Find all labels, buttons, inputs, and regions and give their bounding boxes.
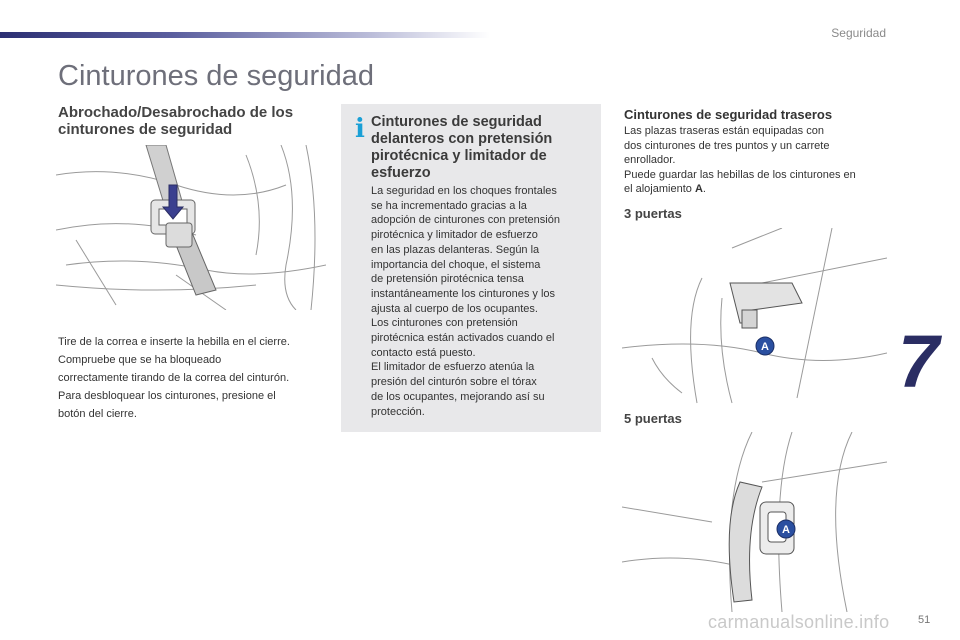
chapter-number: 7: [898, 320, 940, 403]
seatbelt-buckle-illustration: [56, 145, 326, 310]
five-door-heading: 5 puertas: [624, 411, 682, 426]
page-number: 51: [918, 614, 931, 626]
page-title: Cinturones de seguridad: [58, 60, 374, 92]
section-label: Seguridad: [831, 26, 886, 40]
pretensioner-text: La seguridad en los choques frontales se ha incrementado gracias a la adopción de cinturones con pretensión pirotécnica y limitador de esfuerzo en las plazas delanteras. Según la importancia del choque, el sistema de pretensión pirotécnica tensa instantáneamente los cinturones y los ajusta al cuerpo de los ocupantes. Los cinturones con pretensión pirotécnica están activados cuando el contacto está puesto. El limitador de esfuerzo atenúa la presión del cinturón sobre el tórax de los ocupantes, mejorando así su protección.: [371, 185, 560, 418]
buckling-heading: Abrochado/Desabrochado de los cinturones de seguridad: [58, 104, 294, 138]
header-bar: [0, 32, 490, 38]
buckling-instructions: Tire de la correa e inserte la hebilla en el cierre. Compruebe que se ha bloqueado correctamente tirando de la correa del cinturón. Para desbloquear los cinturones, presione el botón del cierre.: [58, 336, 290, 420]
pretensioner-heading: Cinturones de seguridad delanteros con pretensión pirotécnica y limitador de esfuerzo: [371, 114, 553, 181]
marker-a-5p: A: [782, 524, 790, 536]
marker-a-3p: A: [761, 341, 769, 353]
rear-belts-text: Las plazas traseras están equipadas con dos cinturones de tres puntos y un carrete enrollador. Puede guardar las hebillas de los cinturones en el alojamiento A.: [624, 125, 856, 196]
rear-belts-heading: Cinturones de seguridad traseros: [624, 107, 833, 122]
watermark: carmanualsonline.info: [708, 612, 890, 632]
info-icon: i: [355, 114, 365, 144]
three-door-buckle-illustration: [622, 228, 887, 408]
five-door-buckle-illustration: [622, 432, 887, 612]
three-door-heading: 3 puertas: [624, 206, 682, 221]
pretensioner-info-box: [341, 104, 601, 432]
